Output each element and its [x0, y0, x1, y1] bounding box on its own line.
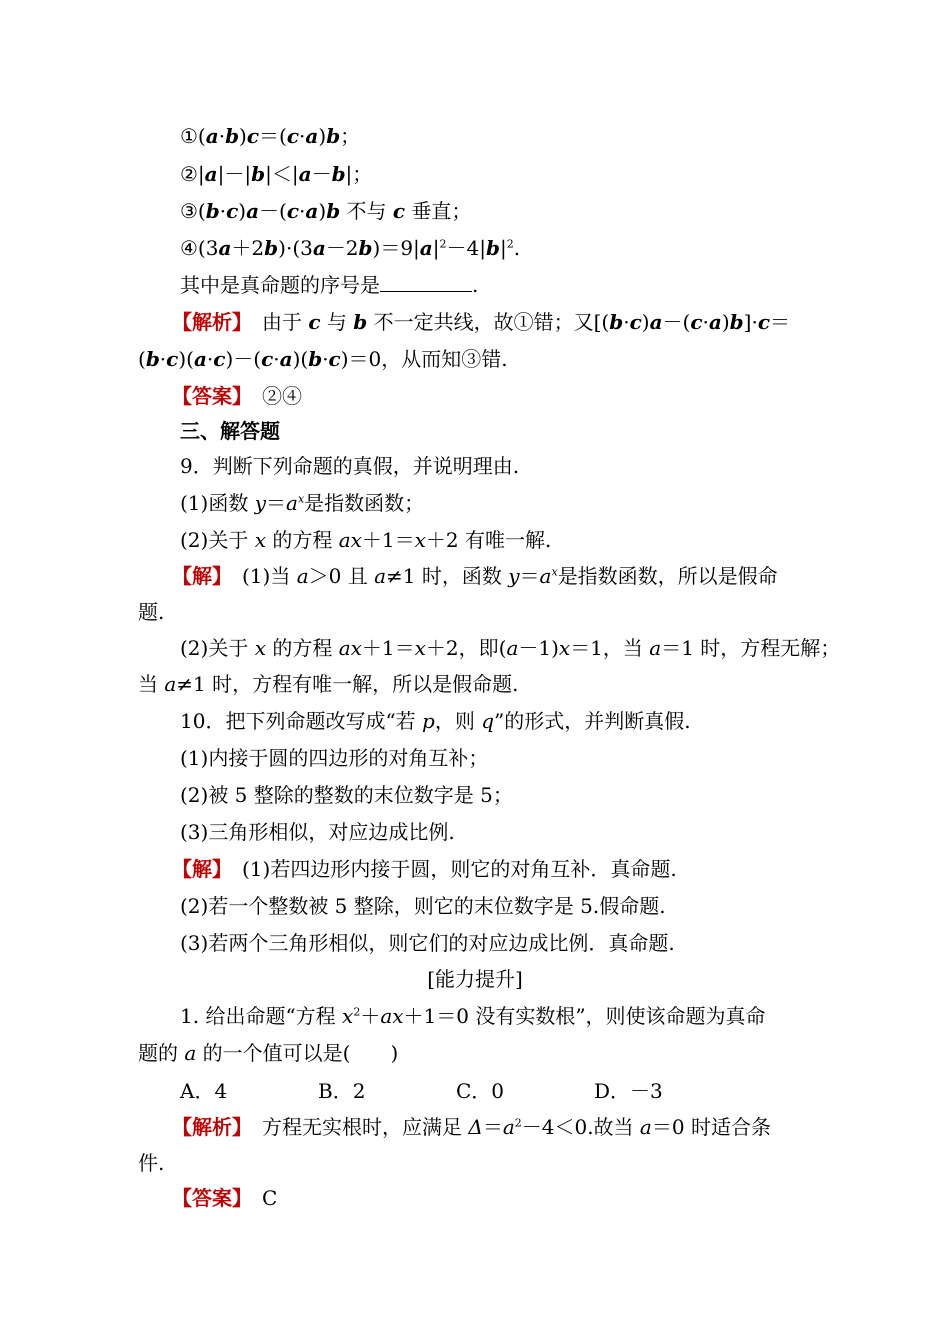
q10-answer-1: (1)若四边形内接于圆，则它的对角互补．真命题. — [242, 857, 677, 881]
ability-title: [能力提升] — [427, 967, 523, 991]
jiexi-8-line1: 【解析】 由于 c 与 b 不一定共线，故①错；又[(b·c)a－(c·a)b]·c＝ — [172, 310, 791, 334]
q10-jie1 — [172, 855, 677, 883]
mc1-answer — [172, 1184, 277, 1212]
mc1-stem-line2: 题的 a 的一个值可以是( ) — [138, 1041, 399, 1065]
option-b: B．2 — [318, 1079, 366, 1103]
jiexi-8-line2: (b·c)(a·c)－(c·a)(b·c)＝0，从而知③错. — [138, 347, 508, 371]
daan-label: 【答案】 — [172, 384, 242, 408]
q10-answer-3: (3)若两个三角形相似，则它们的对应边成比例．真命题. — [180, 931, 675, 955]
q10-answer-2: (2)若一个整数被 5 整除，则它的末位数字是 5.假命题. — [180, 894, 666, 918]
option-a: A．4 — [180, 1079, 228, 1103]
mc1-daan-label: 【答案】 — [172, 1186, 242, 1210]
prev-item-2: ②|a|－|b|＜|a－b|； — [180, 162, 373, 186]
q9-jie-label: 【解】 — [172, 564, 222, 588]
daan-8 — [172, 382, 302, 410]
prev-question: 其中是真命题的序号是 . — [180, 273, 479, 297]
option-d: D．－3 — [594, 1079, 663, 1103]
q10-stem: 10．把下列命题改写成“若 p，则 q”的形式，并判断真假. — [180, 709, 691, 733]
answer-blank — [380, 273, 472, 292]
prev-item-4: $④(3a+2b)\cdot(3a-2b)=9|a|^2-4|b|^2$. — [180, 236, 521, 260]
prev-item-1: ①(a·b)c＝(c·a)b； — [180, 124, 361, 148]
q9-jie2-line2: 当 a≠1 时，方程有唯一解，所以是假命题. — [138, 672, 519, 696]
q10-part3: (3)三角形相似，对应边成比例. — [180, 820, 455, 844]
mc1-jiexi-label: 【解析】 — [172, 1115, 242, 1139]
prev-item-3: ③(b·c)a－(c·a)b 不与 c 垂直； — [180, 199, 472, 223]
q10-jie-label: 【解】 — [172, 857, 222, 881]
mc1-answer-value: C — [262, 1186, 278, 1210]
mc1-stem-line1: 1. 给出命题“方程 $x^2+ax+1=0$ 没有实数根”，则使该命题为真命 — [180, 1004, 766, 1028]
section-title: 三、解答题 — [180, 419, 280, 443]
jiexi-label: 【解析】 — [172, 310, 242, 334]
mc1-jiexi-line1: 【解析】 方程无实根时，应满足 $\Delta=a^2-4<0$.故当 a＝0 时适合条 — [172, 1115, 771, 1139]
daan-8-value: ②④ — [262, 384, 302, 408]
mc1-jiexi-line2: 件. — [138, 1151, 165, 1175]
q9-jie1-line2: 题. — [138, 600, 165, 624]
q9-jie2-line1: (2)关于 x 的方程 ax＋1＝x＋2，即(a－1)x＝1，当 a＝1 时，方程无解； — [180, 636, 841, 660]
q9-jie1-line1: 【解】 (1)当 a＞0 且 a≠1 时，函数 $y=a^x$是指数函数，所以是假命 — [172, 564, 778, 588]
q9-stem: 9．判断下列命题的真假，并说明理由. — [180, 454, 520, 478]
q9-part1: (1)函数 $y=a^x$是指数函数； — [180, 491, 425, 515]
mc1-options — [180, 1077, 740, 1105]
q10-part1: (1)内接于圆的四边形的对角互补； — [180, 746, 489, 770]
q10-part2: (2)被 5 整除的整数的末位数字是 5； — [180, 783, 513, 807]
option-c: C．0 — [456, 1079, 505, 1103]
q9-part2: (2)关于 x 的方程 ax＋1＝x＋2 有唯一解. — [180, 528, 552, 552]
